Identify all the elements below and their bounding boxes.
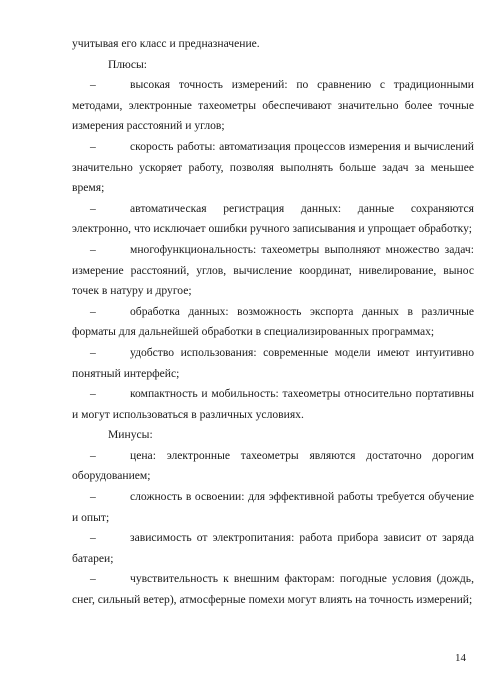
list-item-text: сложность в освоении: для эффективной работы требуется обучение и опыт; xyxy=(72,490,474,524)
pros-heading: Плюсы: xyxy=(108,57,147,71)
pros-list xyxy=(72,75,474,425)
list-item-text: высокая точность измерений: по сравнению с традиционными методами, электронные тахеометры обеспечивают значительно более точные измерения расстояний и углов; xyxy=(72,78,474,133)
list-item-text: многофункциональность: тахеометры выполняют множество задач: измерение расстояний, углов, вычисление координат, нивелирование, вынос точек в натуру и другое; xyxy=(72,242,474,298)
list-item-text: компактность и мобильность: тахеометры относительно портативны и могут использоваться в различных условиях. xyxy=(72,387,474,421)
dash-marker: – xyxy=(90,345,96,359)
list-item-text: удобство использования: современные модели имеют интуитивно понятный интерфейс; xyxy=(72,345,474,380)
dash-marker: – xyxy=(90,78,96,92)
list-item xyxy=(72,343,474,384)
list-item-text: зависимость от электропитания: работа прибора зависит от заряда батареи; xyxy=(72,531,474,565)
dash-marker: – xyxy=(90,490,96,504)
list-item-text: обработка данных: возможность экспорта данных в различные форматы для дальнейшей обработки в специализированных программах; xyxy=(72,304,474,339)
list-item xyxy=(72,528,474,569)
cons-list xyxy=(72,446,474,611)
list-item xyxy=(72,137,474,199)
list-item-text: цена: электронные тахеометры являются достаточно дорогим оборудованием; xyxy=(72,448,474,483)
dash-marker: – xyxy=(90,531,96,545)
dash-marker: – xyxy=(90,139,96,153)
list-item xyxy=(72,75,474,137)
list-item xyxy=(72,302,474,343)
list-item-text: скорость работы: автоматизация процессов измерения и вычислений значительно ускоряет работу, позволяя выполнять больше задач за меньшее время; xyxy=(72,139,474,195)
dash-marker: – xyxy=(90,304,96,318)
intro-line: учитывая его класс и предназначение. xyxy=(72,37,260,50)
cons-heading: Минусы: xyxy=(108,428,153,442)
list-item xyxy=(72,384,474,425)
list-item xyxy=(72,487,474,528)
dash-marker: – xyxy=(90,242,96,256)
document-page xyxy=(72,34,474,611)
dash-marker: – xyxy=(90,448,96,462)
page-number: 14 xyxy=(455,652,466,664)
list-item xyxy=(72,569,474,610)
list-item-text: чувствительность к внешним факторам: погодные условия (дождь, снег, сильный ветер), атмосферные помехи могут влиять на точность измерений; xyxy=(72,572,474,607)
dash-marker: – xyxy=(90,201,96,215)
list-item-text: автоматическая регистрация данных: данные сохраняются электронно, что исключает ошибки ручного записывания и упрощает обработку; xyxy=(72,201,474,236)
dash-marker: – xyxy=(90,387,96,401)
list-item xyxy=(72,240,474,302)
dash-marker: – xyxy=(90,572,96,586)
list-item xyxy=(72,446,474,487)
list-item xyxy=(72,199,474,240)
